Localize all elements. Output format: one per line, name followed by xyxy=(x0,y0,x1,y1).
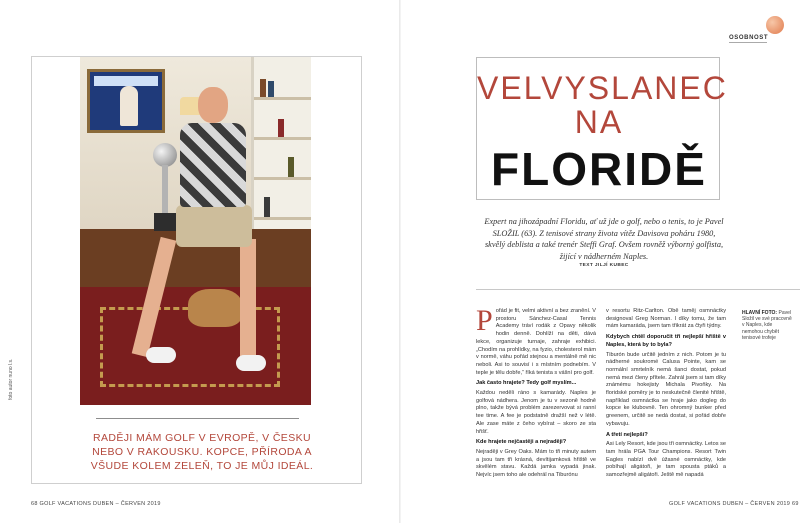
interview-question: Jak často hrajete? Tedy golf myslím... xyxy=(476,380,577,387)
photo-credit: foto autor nuno l.s. xyxy=(8,358,14,400)
lead-paragraph: Expert na jihozápadní Floridu, ať už jde o golf, nebo o tenis, to je Pavel SLOŽIL (63). Z tenisové strany života vítěz Davisova poháru 1980, skvělý deblista a také trenér Steffi Graf. Ovšem rovněž výborný golfista, žijící v nádherném Naples. xyxy=(484,217,724,261)
shelf xyxy=(254,97,311,100)
paragraph: Asi Lely Resort, kde jsou tři osmnáctky. Letos se tam hrála PGA Tour Champions. Resort Twin Eagles nabízí dvě úžasné osmnáctky, kde pobíhají aligátoři, je tam spousta ptáků a samozřejmě aligátoři. Ještě mě napadá xyxy=(606,441,726,479)
shelf xyxy=(254,177,311,180)
shoe xyxy=(236,355,266,371)
section-underline xyxy=(729,42,767,43)
folio-right: GOLF VACATIONS DUBEN – ČERVEN 2019 69 xyxy=(669,501,799,507)
page-gutter xyxy=(399,0,401,523)
interview-question: A třetí nejlepší? xyxy=(606,431,648,438)
poster-player xyxy=(120,86,138,126)
main-photo xyxy=(80,57,311,405)
leg xyxy=(240,239,256,357)
paragraph: Každou neděli ráno s kamarády. Naples je golfová nádhera. Jenom je tu v sezoně hodně plno, takže bývá problém zarezervovat si ranní tee time. A fee je podstatně dražší než v létě. Ale zase máte z čeho vybírat – skoro ze sta hřišť. xyxy=(476,390,596,435)
title-line-3: FLORIDĚ xyxy=(491,143,707,195)
paragraph: Tiburón bude určitě jedním z nich. Potom je tu nádherné soukromé Calusa Pointe, kam se normální smrtelník nemá šanci dostat, pokud nemá mezi členy přítele. Zahrál jsem si tam díky známému hokejisty Michala Pivoňky. Na floridské poměry je to neskutečně členité hřiště, například osmnáctka se hraje jako dogleg do kopce ke klubovně. Ten ohromný bunker před greenem, určitě se nedá dostat, si pořád dobře vybavuju. xyxy=(606,351,726,427)
book xyxy=(260,79,266,97)
folio-left: 68 GOLF VACATIONS DUBEN – ČERVEN 2019 xyxy=(31,501,161,507)
quote-divider xyxy=(96,418,299,419)
trophy-base xyxy=(154,213,176,231)
trophy xyxy=(152,143,178,233)
paragraph xyxy=(476,304,596,377)
article-column-2 xyxy=(606,308,726,482)
book xyxy=(278,119,284,137)
book xyxy=(264,197,270,217)
title-line-1: VELVYSLANEC xyxy=(477,70,728,106)
caption-text: Pavel Složil ve své pracovně v Naples, kde nemohou chybět tenisové trofeje xyxy=(742,310,792,341)
interview-question: Kdybych chtěl doporučit tři nejlepší hřiště v Naples, která by to byla? xyxy=(606,334,726,348)
pull-quote: RADĚJI MÁM GOLF V EVROPĚ, V ČESKU NEBO V RAKOUSKU. KOPCE, PŘÍRODA A VŠUDE KOLEM ZELEŇ, TO JE MŮJ IDEÁL. xyxy=(90,432,314,472)
head xyxy=(198,87,228,123)
dog xyxy=(188,289,242,327)
trophy-ball xyxy=(153,143,177,167)
title-box xyxy=(476,57,728,200)
photo-caption xyxy=(742,310,794,341)
drop-cap: P xyxy=(476,304,493,337)
tennis-poster xyxy=(87,69,165,133)
interview-question: Kde hrajete nejčastěji a nejraději? xyxy=(476,439,567,446)
title-line-2: NA xyxy=(574,104,624,140)
caption-head: HLAVNÍ FOTO: xyxy=(742,310,778,316)
shelf xyxy=(254,217,311,220)
golf-ball-icon xyxy=(766,16,784,34)
poster-banner xyxy=(94,76,158,86)
paragraph: Nejraději v Grey Oaks. Mám to tři minuty autem a jsou tam tři krásná, devítijamková hřiště ve skvělém stavu. Každá jamka vypadá jinak. Nejvíc jsem toho ale odehrál na Tiburónu xyxy=(476,448,596,479)
paragraph: v resortu Ritz-Carlton. Obě taměj osmnáctky designoval Greg Norman. I díky tomu, že tam mám kamaráda, jsem tam třikrát za čtyři týdny. xyxy=(606,308,726,330)
shorts xyxy=(176,205,252,247)
shelf xyxy=(254,137,311,140)
paragraph-text: ořád je fit, velmi aktivní a bez zranění. V prostoru Sánchez-Casal Tennis Academy tráví rodák z Opavy několik hodin denně. Dohlíží na děti, dává lekce, organizuje turnaje, zahraje exhibici. „Chodím na prohlídky, na fyzio, cholesterol mám v normě, váhu pořád stejnou a mentálně mě nic neboli. Asi to souvisí i s místním podnebím. V teple je tělu dobře,“ říká tenista s vášní pro golf. xyxy=(476,308,596,376)
bookshelf xyxy=(251,57,311,257)
trophy-stem xyxy=(162,165,168,215)
sweater xyxy=(180,123,246,207)
book xyxy=(268,81,274,97)
section-label: OSOBNOST xyxy=(729,35,769,41)
section-rule xyxy=(476,289,800,290)
byline: TEXT JILJÍ KUBEC xyxy=(579,263,629,268)
book xyxy=(288,157,294,177)
shoe xyxy=(146,347,176,363)
article-column-1 xyxy=(476,304,596,482)
